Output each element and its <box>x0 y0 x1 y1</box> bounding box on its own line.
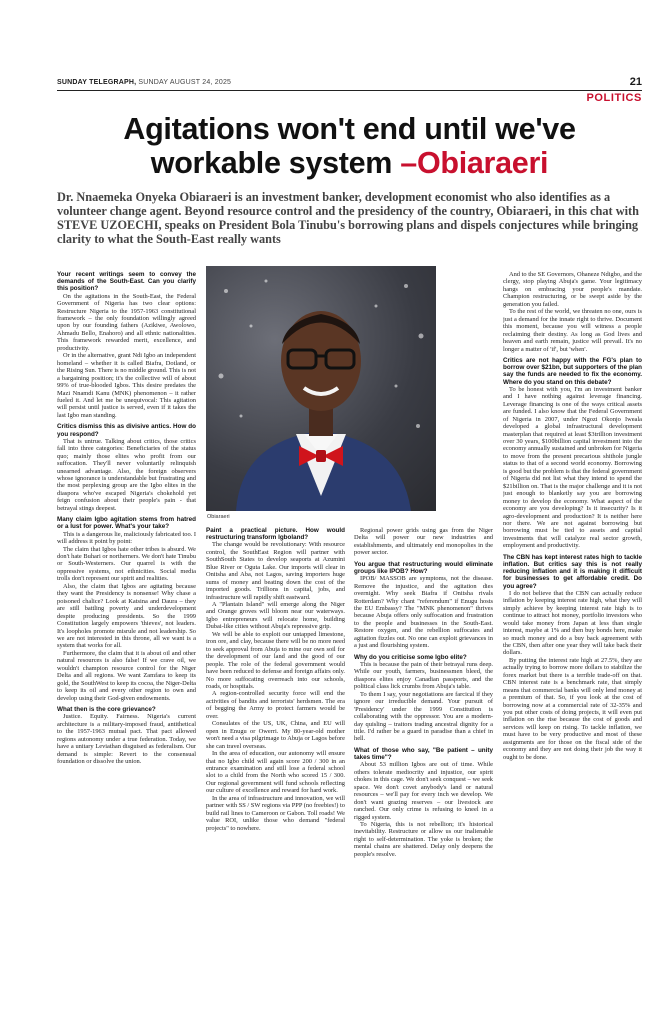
headline-line1: Agitations won't end until we've <box>123 112 576 146</box>
issue-date: SUNDAY AUGUST 24, 2025 <box>138 79 232 86</box>
paragraph: To Nigeria, this is not rebellion; it's historical inevitability. Restructure or allow us our inalienable right to self-determination. The yoke is broken; the mental chains are shattered. Delay only deepens the people's resolve. <box>354 820 493 858</box>
photo-caption: Obiaraeri <box>207 514 230 520</box>
portrait-photo <box>206 266 436 511</box>
paragraph: The claim that Igbos hate other tribes is absurd. We don't hate Buhari or northerners. We don't hate Tinubu or South-Westerners. Our quarrel is with the oppressive systems, not ethnicities. Social media trolls don't represent our spirit and realities. <box>57 545 196 583</box>
paragraph: And to the SE Governors, Ohaneze Ndigbo, and the clergy, stop playing Abuja's game. Your legitimacy hangs on embracing your people's mandate. Champion restructuring, or be swept aside by the generation you failed. <box>503 271 642 308</box>
interview-question: What of those who say, "Be patient – unity takes time"? <box>354 746 493 762</box>
interview-question: The CBN has kept interest rates high to tackle inflation. But critics say this is not really reducing inflation and it is making it difficult for businesses to get affordable credit. Do you agree? <box>503 553 642 590</box>
article-column-2 <box>206 527 345 1016</box>
interview-question: You argue that restructuring would eliminate groups like IPOB? How? <box>354 560 493 576</box>
paragraph: Or in the alternative, grant Ndi Igbo an independent homeland – whether it is called Biafra, Dotland, or the Rising Sun. There is no middle ground. This is not a bargaining position; it's the collective will of about 99% of true-blooded Igbos. This desire predates the Mazi Nnamdi Kanu (MNK) phenomenon – it rather fueled it. And let me be unequivocal: This agitation will persist until justice is served, even if it takes the last Igbo man standing. <box>57 352 196 419</box>
interview-question: Paint a practical picture. How would restructuring transform Igboland? <box>206 527 345 542</box>
paragraph: This is because the pain of their betrayal runs deep. While our youth, farmers, businessmen bleed, the diaspora elites enjoy Canadian passports, and the political class lick crumbs from Abuja's table. <box>354 660 493 691</box>
paragraph: Justice. Equity. Fairness. Nigeria's current architecture is a military-imposed fraud, antithetical to the 1957-1963 mutual pact. That pact allowed regions autonomy under a true federation. Today, we have a unitary Leviathan disguised as federalism. Our demand is simple: Revert to the consensual foundation or dissolve the union. <box>57 713 196 765</box>
section-label: POLITICS <box>586 92 642 104</box>
headline-name: Obiaraeri <box>416 146 549 180</box>
paragraph: In the area of infrastructure and innovation, we will partner with SS / SW regions via PPP (no freebies!) to build rail lines to Cameroon or Gabon. Toll roads! We value ROI, unlike those who demand "federal projects" to nowhere. <box>206 794 345 832</box>
paragraph: A region-controlled security force will end the activities of bandits and terrorists' herdsmen. The era of begging the Army to protect farmers would be over. <box>206 690 345 720</box>
paragraph: In the area of education, our autonomy will ensure that no Igbo child will again score 200 / 300 in an entrance examination and still lose a federal school slot to a child from the North who scored 15 / 300. Our regional government will fund schools reflecting our culture of excellence and reward for hard work. <box>206 750 345 795</box>
paragraph: To be honest with you, I'm an investment banker and I have nothing against leverage financing. Leverage financing is one of the ways critical assets are funded. I also know that the Federal Government of Nigeria in 2007, under Ngozi Okonjo Iweala developed a global infrastructural development masterplan that required at least $3trillion investment over 30 years, $100billion capital investment into the economy annually sustained and unbroken for Nigeria to move from the present precarious shithole jungle status to that of a second world economy. Borrowing is good but the problem is that the federal government of Nigeria did not list what they intend to spend the $21billion on. That is the major challenge and it is not just enough to blanketly say you are borrowing money to develop the economy. What aspect of the economy are you developing? Is it insecurity? Is it agro-development and production? It is neither here nor there. We are not against borrowing but borrowing must be tied to assets and capital investments that will catalyze real sector growth, employment and productivity. <box>503 385 642 550</box>
paragraph: Consulates of the US, UK, China, and EU will open in Enugu or Owerri. My 80-year-old mother won't need a visa pilgrimage to Abuja or Lagos before she can travel overseas. <box>206 720 345 750</box>
paragraph: To the rest of the world, we threaten no one, ours is just a demand for the innate right to thrive. Document this moment, because you will witness a people reclaiming their destiny. As long as God lives and heaven and earth remain, justice will prevail. It's no longer a matter of 'if', but 'when'. <box>503 308 642 353</box>
paragraph: We will be able to exploit our untapped limestone, iron ore, and clay, because there will be no more need to seek approval from Abuja to mine our own soil for the development of our land and the good of our people. The role of the federal government would have been reduced to defense and foreign affairs only. No more suffocating overreach into our schools, roads, or hospitals. <box>206 630 345 691</box>
paragraph: Furthermore, the claim that it is about oil and other natural resources is also false! If we crave oil, we wouldn't champion resource control for the Niger Delta and all regions. We want Zamfara to keep its gold, the SouthWest to keep its cocoa, the Niger-Delta to keep its oil and every other region to own and develop using their God-given endowments. <box>57 649 196 702</box>
paragraph: I do not believe that the CBN can actually reduce inflation by keeping interest rate high, what they will simply achieve by keeping interest rate high is to continue to attract hot money, portfolio investors who would take money from Japan at less than single interest, maybe at 1% and then buy bonds here, make so much money and do a buy back agreement with the CBN, then after one year they will take back their dollars. <box>503 589 642 657</box>
headline-line2 <box>57 146 642 180</box>
interview-question: Many claim Igbo agitation stems from hatred or a lust for power. What's your take? <box>57 516 196 531</box>
paragraph: The change would be revolutionary: With resource control, the SouthEast Region will partner with SouthSouth States to develop seaports at Azumini Blue River or Oguta Lake. Our imports will clear in Onitsha and Aba, not Lagos, saving importers huge sums of money and beating down the cost of the imported goods. Trillions in capital, jobs, and infrastructure will rapidly shift eastward. <box>206 541 345 601</box>
interview-question: Critics are not happy with the FG's plan to borrow over $21bn, but supporters of the plan say the funds are needed to fix the economy. Where do you stand on this debate? <box>503 356 642 386</box>
paragraph: This is a dangerous lie, maliciously fabricated too. I will address it point by point: <box>57 530 196 546</box>
paragraph: Regional power grids using gas from the Niger Delta will power our new industries and establishments, and ultimately end monopolies in the power sector. <box>354 527 493 557</box>
headline-text: workable system <box>150 146 393 180</box>
headline-dash: – <box>392 146 417 180</box>
masthead-rule <box>57 90 642 91</box>
article-column-1 <box>57 271 196 1016</box>
masthead <box>57 76 642 94</box>
paper-name: SUNDAY TELEGRAPH, <box>57 79 137 86</box>
paragraph: That is untrue. Talking about critics, those critics fall into three categories: Beneficiaries of the status quo; mainly those elites who profit from our suffocation. They'll never voluntarily relinquish unearned advantage. Also, the foreign observers whose ignorance is understandable but frustrating and the most perplexing group are the Igbo elites in the diaspora who've escaped Nigeria's chokehold yet feign confusion about their people's pain - that betrayal stings deepest. <box>57 437 196 512</box>
interview-question: Why do you criticise some Igbo elite? <box>354 653 467 661</box>
paragraph: To them I say, your negotiations are farcical if they ignore our irreducible demand. Your pursuit of 'Presidency' under the 1999 Constitution is collaborating with the oppressor. You are a modern-day quisling – traitors trading ancestral dignity for a title. I'd rather be a guard in paradise than a chief in hell. <box>354 690 493 743</box>
intro-paragraph: Dr. Nnaemeka Onyeka Obiaraeri is an investment banker, development economist who also identifies as a volunteer change agent. Beyond resource control and the presidency of the country, Obiaraeri, in this chat with STEVE UZOECHI, speaks on President Bola Tinubu's borrowing plans and dispels conjectures while bringing clarity to what the South-East really wants <box>57 190 639 246</box>
portrait-illustration <box>206 266 436 511</box>
paragraph: Also, the claim that Igbos are agitating because they want the Presidency is nonsense! Why chase a poisoned chalice? Look at Katsina and Daura – they are still battling poverty and underdevelopment despite producing presidents. So the 1999 Constitution largely empowers 'thieves', not leaders. It's loopholes promote misrule and not leadership. So we are not interested in this throne, all we want is a system that works for all. <box>57 582 196 650</box>
paragraph: By putting the interest rate high at 27.5%, they are actually trying to borrow more dollars to stabilize the forex market but there is a terrible trade-off on that. CBN interest rate is a benchmark rate, that simply means that commercial banks will only lend money at a premium of that. So, if you look at the cost of borrowing now at a commercial rate of 32-35% and you put other costs of doing projects, it will even put inflation on the rise because the cost of goods and services will keep on rising. To tackle inflation, we must have to be very productive and most of these assignments are for those on the fiscal side of the economy and they are not doing their job the way it ought to be done. <box>503 656 642 761</box>
article-column-3 <box>354 527 493 1016</box>
paragraph: On the agitations in the South-East, the Federal Government of Nigeria has two clear options: Restructure Nigeria to the 1957-1963 constitutional framework – the only foundation willingly agreed upon by our founding fathers (Azikiwe, Awolowo, Ahmadu Bello, Enahoro) and all ethnic nationalities. This framework rewarded merit, excellence, and productivity. <box>57 292 196 352</box>
interview-question: What then is the core grievance? <box>57 706 156 714</box>
paragraph: About 53 million Igbos are out of time. While others tolerate mediocrity and injustice, our spirit chokes in this cage. We don't seek conquest – we seek space. We don't covet anybody's land or natural resources – we'll pay for every inch we develop. We don't want grazing reserves – our livestock are ranched. Our only crime is refusing to kneel in a rigged system. <box>354 761 493 821</box>
headline <box>57 112 642 180</box>
interview-question: Your recent writings seem to convey the demands of the South-East. Can you clarify this position? <box>57 271 196 293</box>
article-column-4 <box>503 271 642 1016</box>
paragraph: IPOB/ MASSOB are symptoms, not the disease. Remove the injustice, and the agitation dies overnight. Why seek Biafra if Onitsha rivals Rotterdam? Why chant "referendum" if Enugu hosts the EU Embassy? The "MNK phenomenon" thrives because Abuja offers only suffocation and frustration to the people and businesses in the South-East. Restore oxygen, and the rebellion suffocates and agitation fizzles out. No one can exploit grievances in a just and flourishing system. <box>354 575 493 650</box>
newspaper-name <box>57 79 231 86</box>
paragraph: A "Plantain Island" will emerge along the Niger and Orange groves will bloom near our waterways. Igbo entrepreneurs will relocate home, building Dubai-like cities without Abuja's repressive grip. <box>206 601 345 631</box>
page-number: 21 <box>629 76 642 88</box>
interview-question: Critics dismiss this as divisive antics. How do you respond? <box>57 423 196 438</box>
